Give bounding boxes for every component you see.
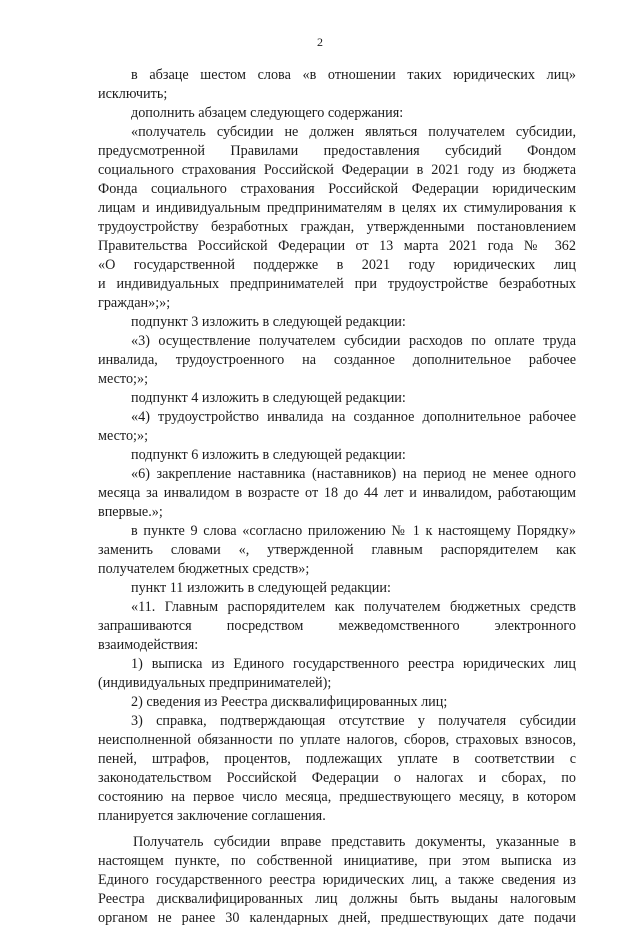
text-line: заменить словами «, утвержденной главным распорядителем как [98,542,576,558]
text-line: 3) справка, подтверждающая отсутствие у получателя субсидии [131,713,576,729]
text-line: и индивидуальных предпринимателей при трудоустройстве безработных [98,276,576,292]
text-line: «3) осуществление получателем субсидии расходов по оплате труда [131,333,576,349]
text-line: социального страхования Российской Федерации в 2021 году из бюджета [98,162,576,178]
text-line: (индивидуальных предпринимателей); [98,675,332,691]
text-line: неисполненной обязанности по уплате налогов, сборов, страховых взносов, [98,732,576,748]
text-line: «6) закрепление наставника (наставников) на период не менее одного [131,466,576,482]
text-line: запрашиваются посредством межведомственного электронного [98,618,576,634]
text-line: Правительства Российской Федерации от 13 марта 2021 года № 362 [98,238,576,254]
text-line: место;»; [98,371,149,387]
text-line: 1) выписка из Единого государственного реестра юридических лиц [131,656,576,672]
text-line: органом не ранее 30 календарных дней, предшествующих дате подачи [98,910,576,926]
text-line: взаимодействия: [98,637,199,653]
text-line: планируется заключение соглашения. [98,808,326,824]
text-line: лицам и индивидуальным предпринимателям в целях их стимулирования к [98,200,576,216]
text-line: подпункт 4 изложить в следующей редакции: [131,390,406,406]
text-line: впервые.»; [98,504,163,520]
text-line: подпункт 6 изложить в следующей редакции: [131,447,406,463]
text-line: настоящем пункте, по собственной инициативе, при этом выписка из [98,853,576,869]
text-line: «11. Главным распорядителем как получателем бюджетных средств [131,599,576,615]
text-line: пеней, штрафов, процентов, подлежащих уплате в соответствии с [98,751,576,767]
text-line: «получатель субсидии не должен являться получателем субсидии, [131,124,576,140]
text-line: предусмотренной Правилами предоставления субсидий Фондом [98,143,576,159]
text-line: Получатель субсидии вправе представить документы, указанные в [133,834,576,850]
page-number: 2 [317,35,323,49]
text-line: пункт 11 изложить в следующей редакции: [131,580,391,596]
text-line: законодательством Российской Федерации о налогах и сборах, по [98,770,576,786]
text-line: место;»; [98,428,149,444]
document-body [98,66,576,928]
text-line: «О государственной поддержке в 2021 году юридических лиц [98,257,576,273]
text-line: исключить; [98,86,168,102]
text-line: инвалида, трудоустроенного на созданное дополнительное рабочее [98,352,576,368]
text-line: Реестра дисквалифицированных лиц должны быть выданы налоговым [98,891,576,907]
text-line: граждан»;»; [98,295,171,311]
text-line: 2) сведения из Реестра дисквалифицированных лиц; [131,694,448,710]
text-line: состоянию на первое число месяца, предшествующего месяцу, в котором [98,789,576,805]
text-line: в пункте 9 слова «согласно приложению № 1 к настоящему Порядку» [131,523,576,539]
text-line: месяца за инвалидом в возрасте от 18 до 44 лет и инвалидом, работающим [98,485,576,501]
text-line: в абзаце шестом слова «в отношении таких юридических лиц» [131,67,576,83]
text-line: дополнить абзацем следующего содержания: [131,105,404,121]
text-line: получателем бюджетных средств»; [98,561,310,577]
text-line: Единого государственного реестра юридических лиц, а также сведения из [98,872,576,888]
text-line: трудоустройству безработных граждан, утвержденными постановлением [98,219,576,235]
text-line: «4) трудоустройство инвалида на созданное дополнительное рабочее [131,409,576,425]
text-line: Фонда социального страхования Российской Федерации юридическим [98,181,576,197]
text-line: подпункт 3 изложить в следующей редакции: [131,314,406,330]
